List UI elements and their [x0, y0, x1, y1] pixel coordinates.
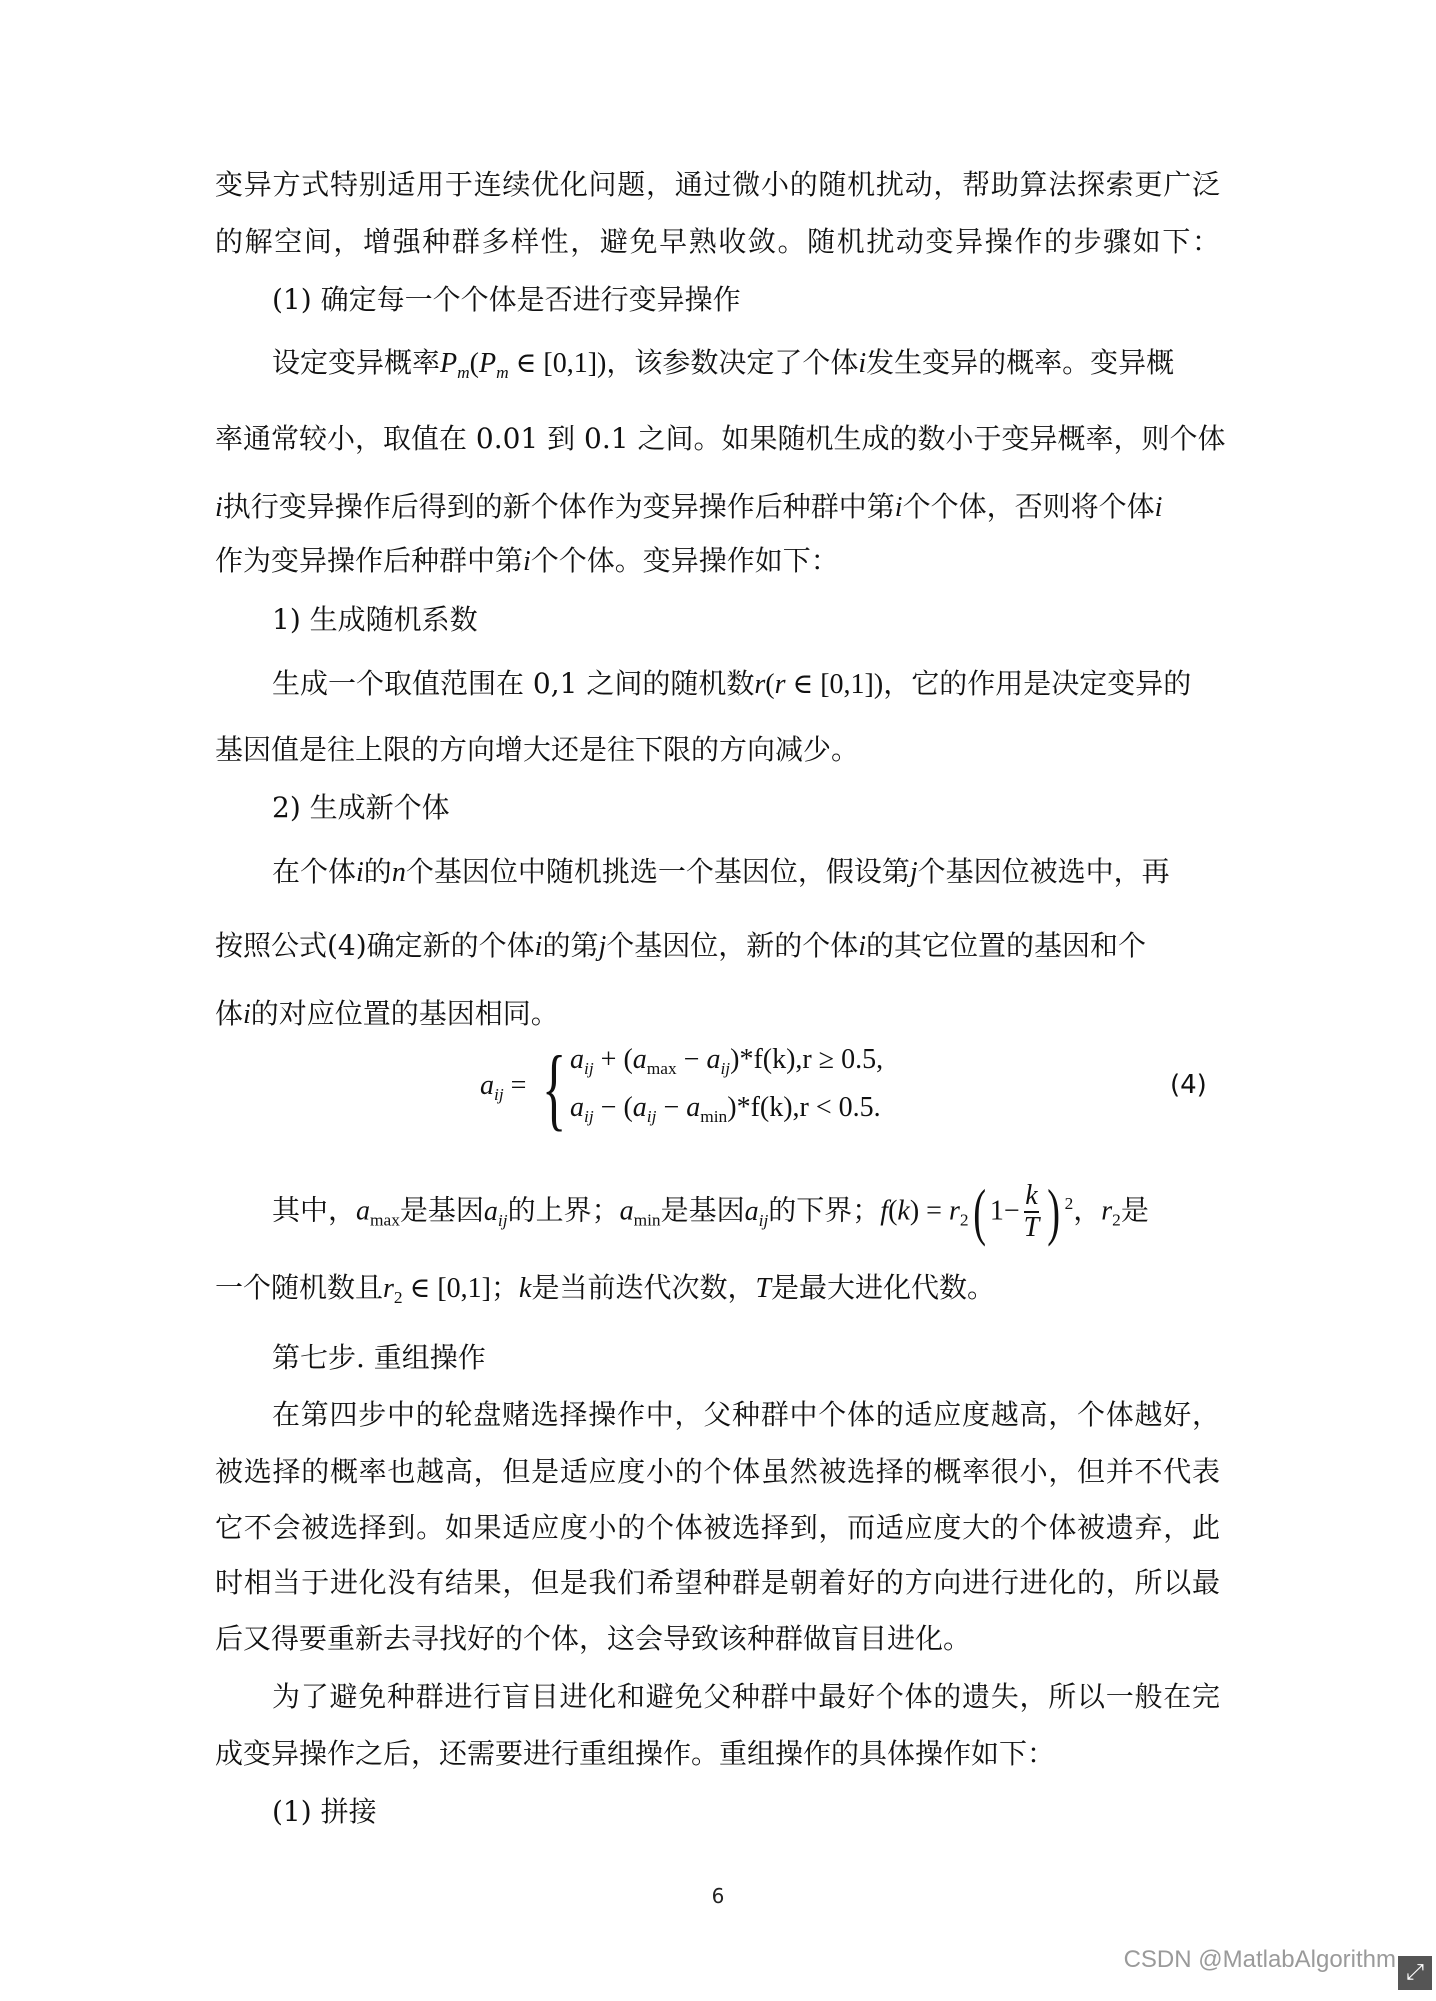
text-line: 成变异操作之后，还需要进行重组操作。重组操作的具体操作如下： [215, 1737, 1056, 1770]
text-line: 时相当于进化没有结果，但是我们希望种群是朝着好的方向进行进化的，所以最 [215, 1566, 1220, 1599]
text-line: i执行变异操作后得到的新个体作为变异操作后种群中第i个个体，否则将个体i [215, 490, 1163, 523]
text-line: 基因值是往上限的方向增大还是往下限的方向减少。 [215, 733, 860, 766]
text-line: 的解空间，增强种群多样性，避免早熟收敛。随机扰动变异操作的步骤如下： [215, 225, 1220, 258]
text-line: 设定变异概率$P_m(P_m$ ∈ [0,1])，该参数决定了个体i发生变异的概率。变异概 [272, 346, 1175, 383]
list-heading: (1) 确定每一个个体是否进行变异操作 [272, 283, 741, 316]
list-heading: (1) 拼接 [272, 1795, 377, 1828]
section-heading: 第七步. 重组操作 [272, 1341, 486, 1374]
text-line: 被选择的概率也越高，但是适应度小的个体虽然被选择的概率很小，但并不代表 [215, 1455, 1220, 1488]
text-line: 作为变异操作后种群中第i个个体。变异操作如下： [215, 544, 839, 577]
equation-number: (4) [1170, 1070, 1207, 1100]
text-line: 一个随机数且$r_2$ ∈ [0,1]；k是当前迭代次数，T是最大进化代数。 [215, 1271, 996, 1308]
text-line: 按照公式(4)确定新的个体i的第j个基因位，新的个体i的其它位置的基因和个 [215, 929, 1147, 962]
expand-icon[interactable]: ⤢ [1398, 1956, 1432, 1990]
page-number: 6 [711, 1884, 725, 1908]
text-line: 在个体i的n个基因位中随机挑选一个基因位，假设第j个基因位被选中，再 [272, 855, 1170, 888]
text-line: 后又得要重新去寻找好的个体，这会导致该种群做盲目进化。 [215, 1622, 972, 1655]
list-heading: 2) 生成新个体 [272, 791, 450, 824]
text-line: 体i的对应位置的基因相同。 [215, 997, 559, 1030]
list-heading: 1) 生成随机系数 [272, 603, 478, 636]
text-line: 在第四步中的轮盘赌选择操作中，父种群中个体的适应度越高，个体越好， [272, 1398, 1220, 1431]
text-line: 为了避免种群进行盲目进化和避免父种群中最好个体的遗失，所以一般在完 [272, 1680, 1220, 1713]
text-line: 生成一个取值范围在 0,1 之间的随机数r(r ∈ [0,1])，它的作用是决定变异的 [272, 667, 1192, 700]
watermark: CSDN @MatlabAlgorithm [1123, 1946, 1396, 1973]
text-line: 其中，$a_{max}$是基因$a_{ij}$的上界；$a_{min}$是基因$a_{ij}$的下界；$f(k) = r_2$( 1− $\frac{k}{T}$ ) $^2$，$r_2$是 [272, 1176, 1149, 1247]
text-line: 变异方式特别适用于连续优化问题，通过微小的随机扰动，帮助算法探索更广泛 [215, 168, 1220, 201]
text-line: 它不会被选择到。如果适应度小的个体被选择到，而适应度大的个体被遗弃，此 [215, 1511, 1220, 1544]
text-line: 率通常较小，取值在 0.01 到 0.1 之间。如果随机生成的数小于变异概率，则个体 [215, 422, 1226, 455]
equation-4: $a_{ij}$ = { $a_{ij} + (a_{max} - a_{ij})*f(k),r \ge 0.5$, $a_{ij} - (a_{ij} - a_{min})*f(k),r < 0.5$. (4) [480, 1037, 1207, 1139]
